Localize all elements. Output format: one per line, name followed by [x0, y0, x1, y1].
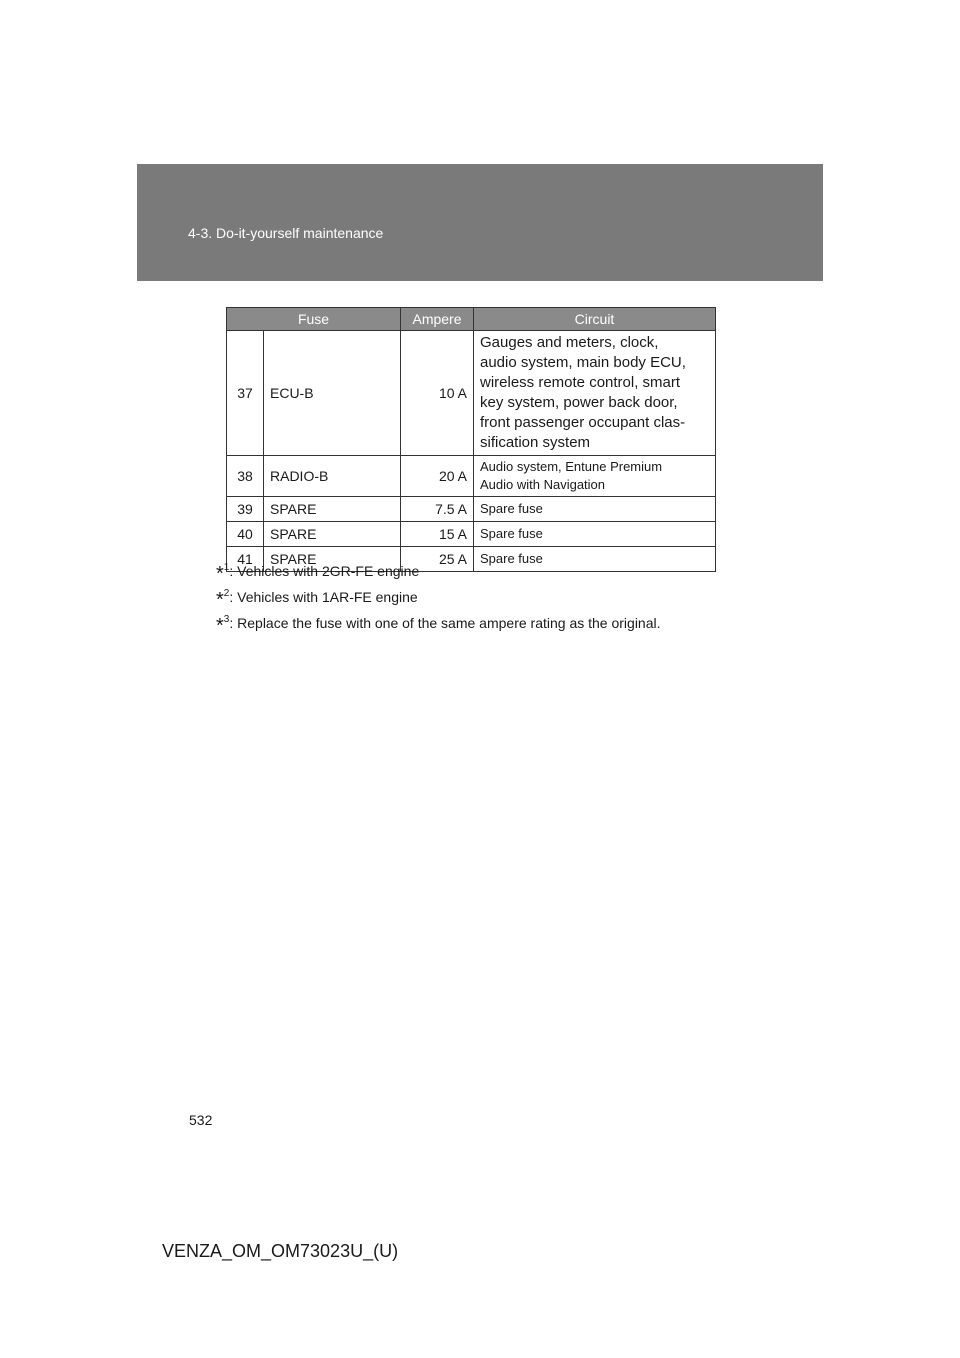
fuse-name: SPARE — [264, 522, 401, 547]
footnote — [216, 555, 661, 585]
fuse-name: SPARE — [264, 547, 401, 572]
column-header-circuit: Circuit — [474, 308, 716, 331]
fuse-circuit — [474, 456, 716, 497]
fuse-circuit: Spare fuse — [474, 547, 716, 572]
column-header-fuse: Fuse — [227, 308, 401, 331]
fuse-circuit — [474, 331, 716, 456]
circuit-line: Gauges and meters, clock, — [480, 334, 659, 351]
page-number: 532 — [189, 1112, 213, 1128]
footnote — [216, 581, 661, 611]
circuit-line: audio system, main body ECU, — [480, 354, 686, 371]
fuse-name: RADIO-B — [264, 456, 401, 497]
circuit-line: Audio system, Entune Premium — [480, 459, 663, 474]
fuse-ampere: 15 A — [401, 522, 474, 547]
fuse-number: 38 — [227, 456, 264, 497]
column-header-ampere: Ampere — [401, 308, 474, 331]
fuse-number: 41 — [227, 547, 264, 572]
footnote-mark: 1 — [223, 562, 230, 573]
circuit-line: Audio with Navigation — [480, 477, 606, 492]
fuse-number: 40 — [227, 522, 264, 547]
fuse-circuit: Spare fuse — [474, 522, 716, 547]
footnote-star: * — [216, 615, 224, 637]
fuse-number: 37 — [227, 331, 264, 456]
fuse-ampere: 20 A — [401, 456, 474, 497]
table-row — [227, 331, 716, 456]
footnote-star: * — [216, 589, 224, 611]
footnote — [216, 607, 661, 637]
header-band — [137, 164, 823, 281]
table-row — [227, 522, 716, 547]
footnote-star: * — [216, 563, 224, 585]
fuse-number: 39 — [227, 497, 264, 522]
table-row — [227, 456, 716, 497]
document-code: VENZA_OM_OM73023U_(U) — [162, 1241, 399, 1261]
circuit-line: wireless remote control, smart — [480, 374, 681, 391]
footnote-text: : Vehicles with 1AR-FE engine — [229, 589, 418, 605]
section-title: 4-3. Do-it-yourself maintenance — [188, 225, 384, 241]
fuse-table — [223, 307, 716, 573]
fuse-ampere: 7.5 A — [401, 497, 474, 522]
circuit-line: front passenger occupant clas- — [480, 414, 686, 431]
fuse-ampere: 10 A — [401, 331, 474, 456]
table-row — [227, 497, 716, 522]
footnote-text: : Vehicles with 2GR-FE engine — [229, 563, 420, 579]
footnote-text: : Replace the fuse with one of the same ampere rating as the original. — [229, 615, 661, 631]
fuse-name: SPARE — [264, 497, 401, 522]
table-header-row — [227, 308, 716, 331]
fuse-ampere: 25 A — [401, 547, 474, 572]
circuit-line: sification system — [480, 434, 591, 451]
fuse-name: ECU-B — [264, 331, 401, 456]
footnote-mark: 2 — [223, 588, 230, 599]
fuse-circuit: Spare fuse — [474, 497, 716, 522]
footnotes — [216, 555, 661, 637]
circuit-line: key system, power back door, — [480, 394, 678, 411]
footnote-mark: 3 — [223, 614, 230, 625]
